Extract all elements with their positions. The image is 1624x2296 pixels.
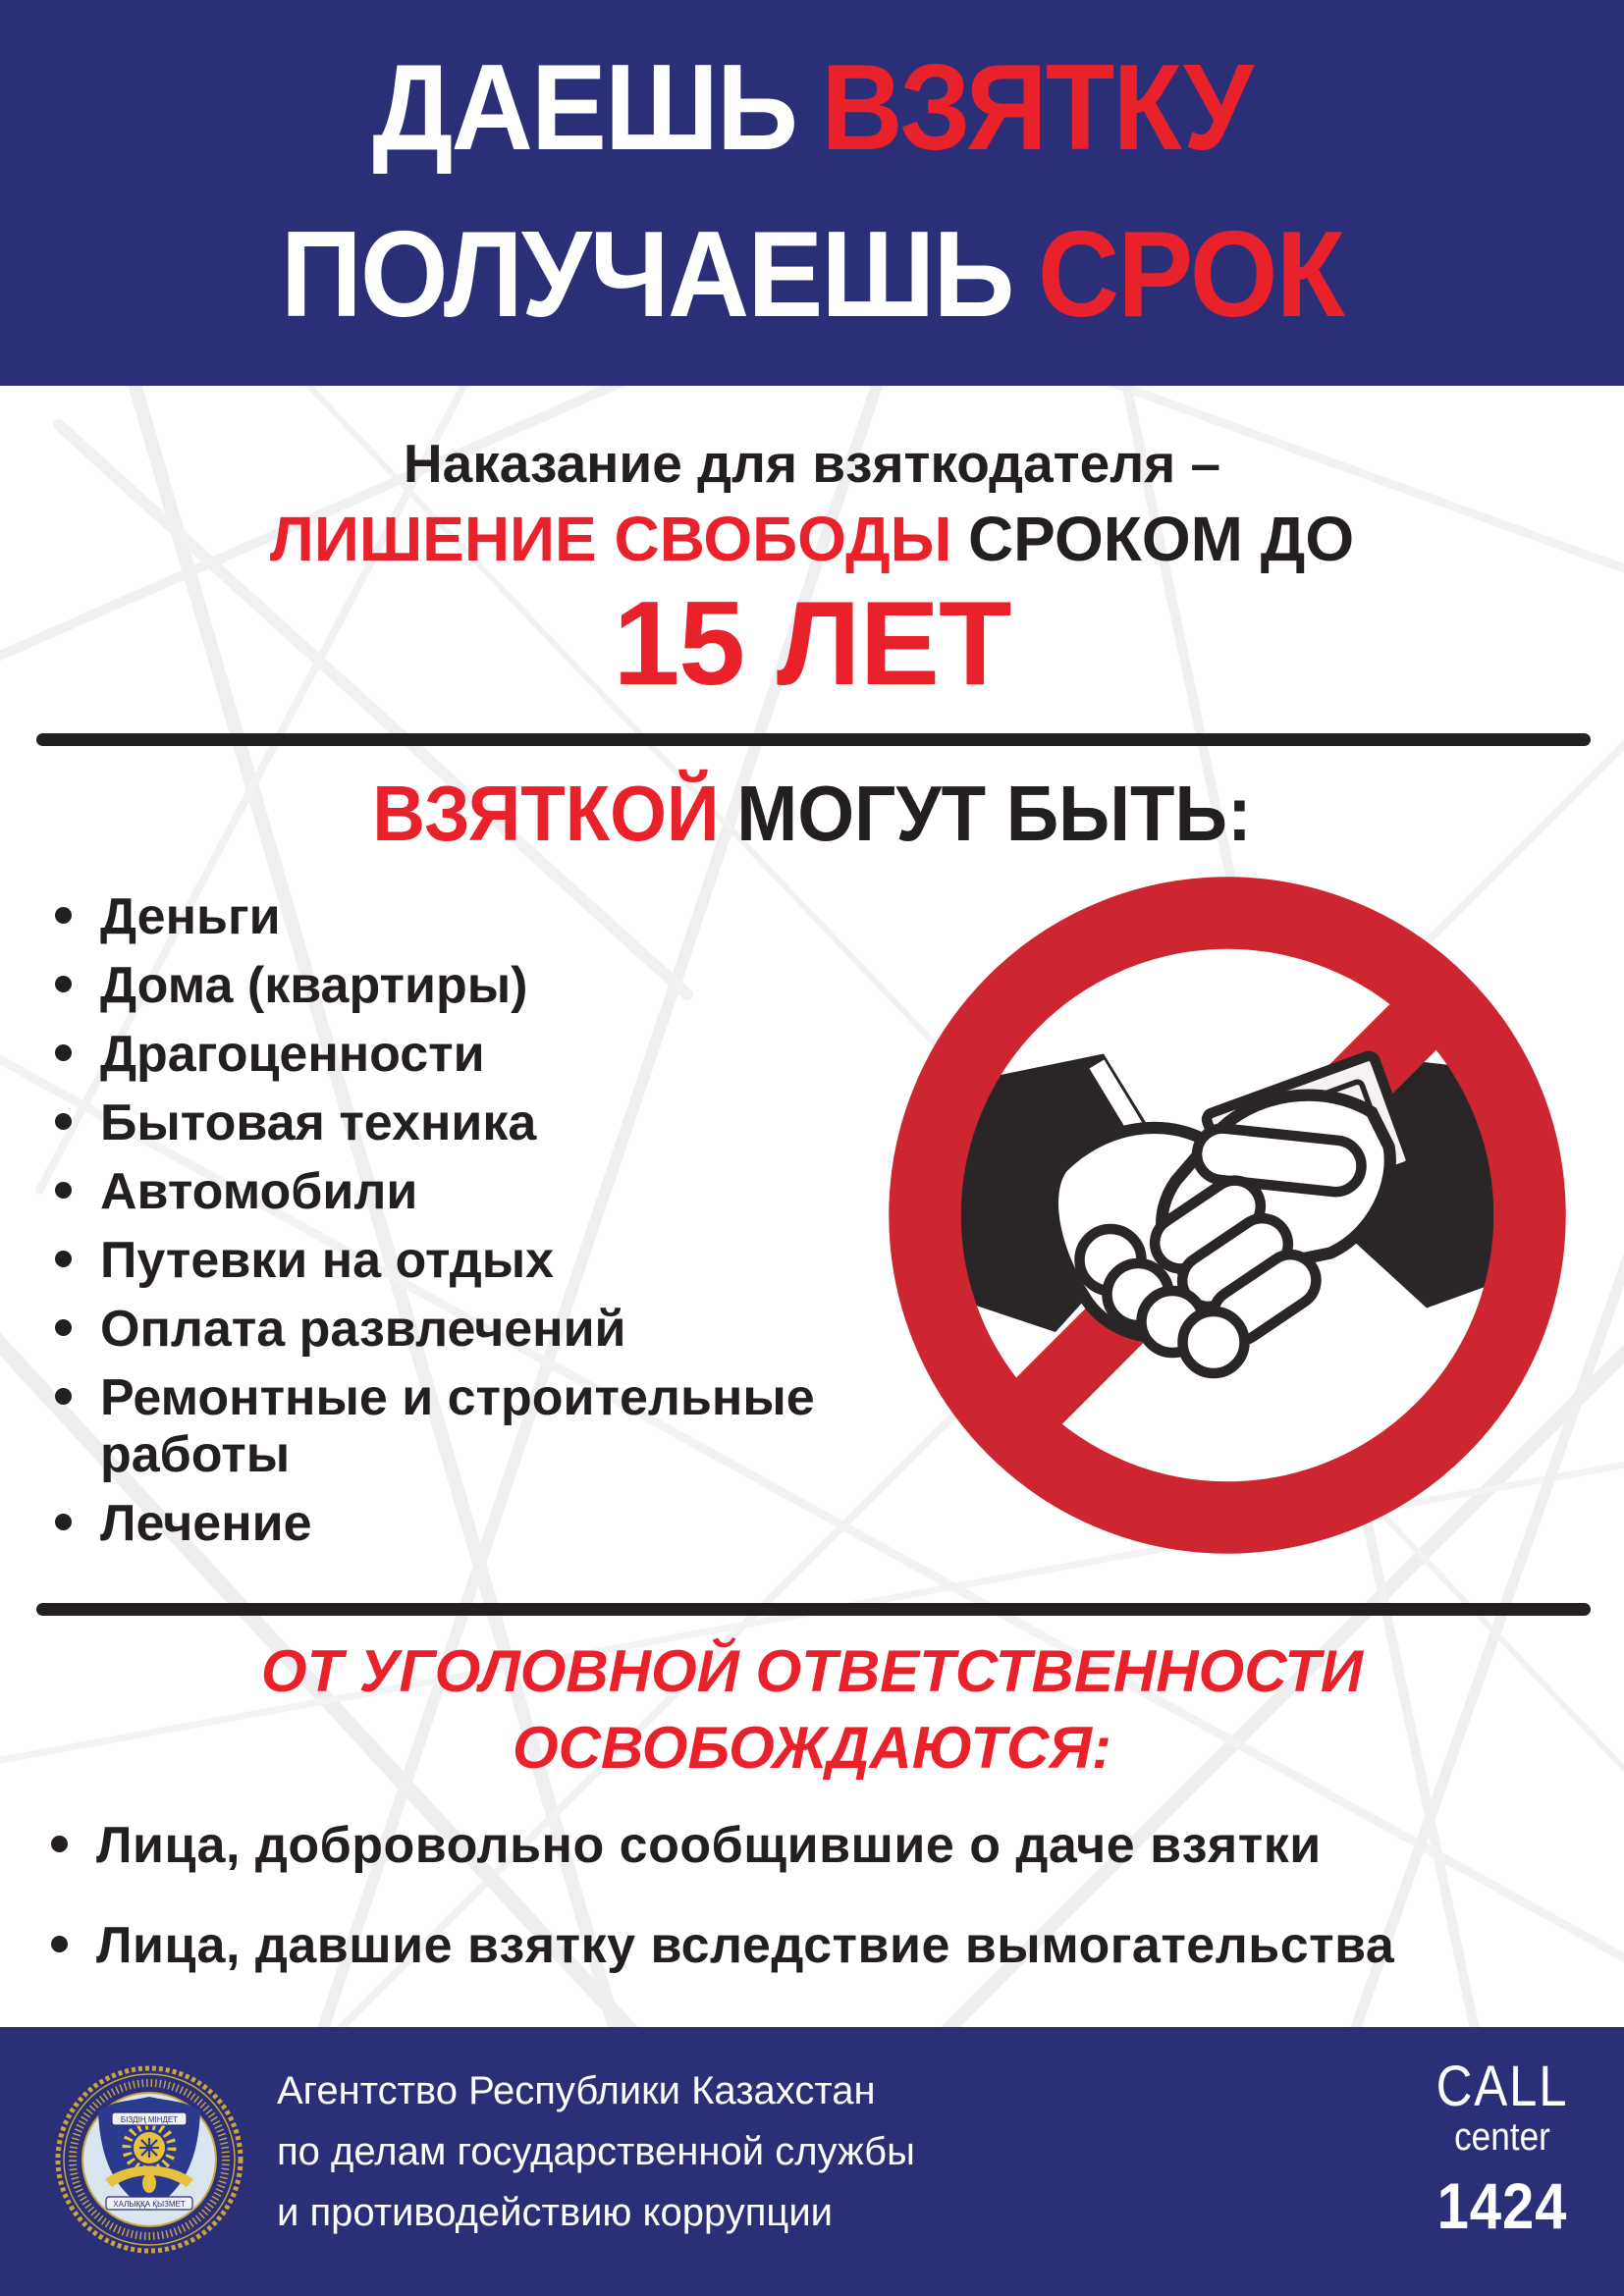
list-item	[47, 1232, 911, 1289]
divider-top	[36, 733, 1591, 746]
list-item-label: Дома (квартиры)	[100, 957, 528, 1014]
list-item	[47, 1818, 1589, 1873]
penalty-line2-red: ЛИШЕНИЕ СВОБОДЫ	[269, 504, 952, 574]
list-item	[47, 1918, 1589, 1973]
bribe-heading-red: ВЗЯТКОЙ	[372, 770, 720, 857]
penalty-line1: Наказание для взяткодателя –	[403, 433, 1221, 494]
poster-title-line2	[0, 207, 1624, 343]
agency-name	[277, 2060, 915, 2243]
agency-name-line1: Агентство Республики Казахстан	[277, 2069, 876, 2112]
list-item-label: Деньги	[100, 888, 281, 945]
list-item-label: Лечение	[100, 1495, 312, 1552]
list-item	[47, 1495, 911, 1552]
exemption-heading-line1: ОТ УГОЛОВНОЙ ОТВЕТСТВЕННОСТИ	[260, 1638, 1364, 1704]
call-center-block	[1418, 2057, 1587, 2240]
agency-name-line2: по делам государственной службы	[277, 2130, 915, 2173]
call-center-line2: center	[1454, 2115, 1550, 2159]
exemption-heading-line2: ОСВОБОЖДАЮТСЯ:	[512, 1715, 1112, 1781]
list-item-label: Лица, добровольно сообщившие о даче взятки	[96, 1817, 1322, 1874]
list-item	[47, 888, 911, 945]
list-item	[47, 1026, 911, 1083]
list-item-label: Путевки на отдых	[100, 1232, 555, 1289]
title-line2-white: ПОЛУЧАЕШЬ	[280, 207, 1013, 343]
bribe-section-heading	[0, 769, 1624, 859]
call-center-line1: CALL	[1435, 2055, 1569, 2118]
divider-bottom	[36, 1603, 1591, 1616]
title-line2-red: СРОК	[1037, 207, 1344, 343]
no-bribe-handshake-icon	[884, 872, 1571, 1559]
poster-title-line1	[0, 40, 1624, 176]
emblem-bottom-banner: ХАЛЫҚҚА ҚЫЗМЕТ	[113, 2200, 186, 2209]
list-item	[47, 1369, 911, 1483]
penalty-years: 15 ЛЕТ	[613, 576, 1011, 710]
list-item-label: Драгоценности	[100, 1026, 485, 1083]
list-item-label: Лица, давшие взятку вследствие вымогательства	[96, 1917, 1395, 1974]
bribe-items-list	[47, 888, 911, 1564]
exemption-items-list	[47, 1818, 1589, 2018]
list-item	[47, 957, 911, 1014]
agency-emblem	[51, 2061, 247, 2258]
list-item	[47, 1163, 911, 1220]
list-item-label: Бытовая техника	[100, 1095, 537, 1151]
list-item-label: Автомобили	[100, 1163, 418, 1220]
list-item-label: Оплата развлечений	[100, 1301, 626, 1358]
list-item	[47, 1301, 911, 1358]
penalty-line2	[0, 503, 1624, 575]
bribe-heading-dark: МОГУТ БЫТЬ:	[736, 770, 1252, 857]
agency-name-line3: и противодействию коррупции	[277, 2191, 834, 2234]
title-line1-white: ДАЕШЬ	[372, 40, 797, 176]
emblem-top-banner: БІЗДІҢ МІНДЕТ	[120, 2115, 179, 2124]
penalty-line2-dark: СРОКОМ ДО	[967, 504, 1355, 574]
list-item	[47, 1095, 911, 1151]
call-center-number: 1424	[1436, 2169, 1568, 2242]
list-item-label: Ремонтные и строительные работы	[100, 1369, 815, 1483]
title-line1-red: ВЗЯТКУ	[821, 40, 1252, 176]
